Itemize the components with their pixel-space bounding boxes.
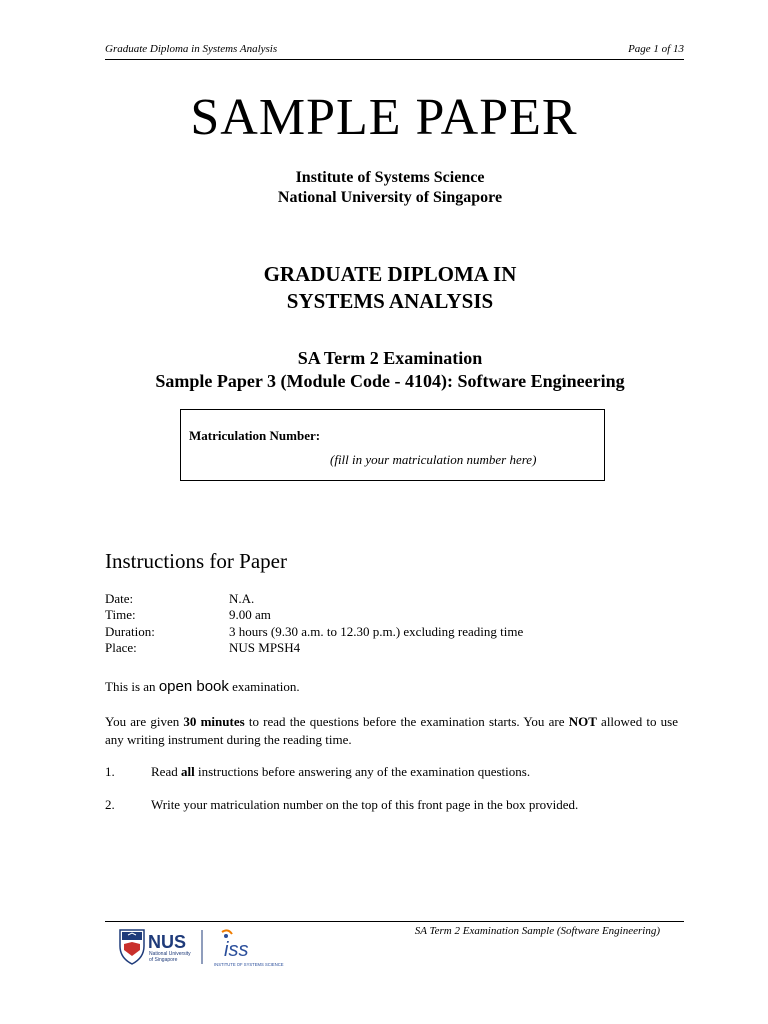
matriculation-hint: (fill in your matriculation number here) <box>330 452 537 467</box>
date-value: N.A. <box>229 591 255 606</box>
open-book-pre: This is an <box>105 679 156 694</box>
matriculation-box[interactable] <box>180 409 605 481</box>
open-book-post: examination. <box>232 679 300 694</box>
item-number-1: 1. <box>105 764 115 779</box>
duration-label: Duration: <box>105 624 155 639</box>
iss-swoosh-icon <box>222 930 232 938</box>
iss-subline: INSTITUTE OF SYSTEMS SCIENCE <box>214 962 284 967</box>
programme-line-1: GRADUATE DIPLOMA IN <box>263 262 517 286</box>
logo-graphic <box>118 926 288 970</box>
iss-wordmark: iss <box>224 939 249 961</box>
running-header-title: Graduate Diploma in Systems Analysis <box>105 43 278 55</box>
footer-divider <box>105 921 684 922</box>
institute-name: Institute of Systems Science <box>295 169 485 186</box>
item-1-bold: all <box>180 764 195 779</box>
matriculation-label: Matriculation Number: <box>189 428 321 443</box>
open-book-statement <box>105 678 678 696</box>
footer-exam-title: SA Term 2 Examination Sample (Software Engineering) <box>414 925 660 937</box>
item-text-1 <box>151 764 530 780</box>
item-number-2: 2. <box>105 797 115 812</box>
document-title: SAMPLE PAPER <box>190 89 578 146</box>
nus-subline-2: of Singapore <box>149 957 178 963</box>
duration-value: 3 hours (9.30 a.m. to 12.30 p.m.) excluding reading time <box>229 624 524 639</box>
reading-text-2: to read the questions before the examination starts. You are <box>248 714 565 729</box>
page-number: Page 1 of 13 <box>628 43 684 55</box>
item-1-pre: Read <box>151 764 178 779</box>
header-divider <box>105 59 684 60</box>
time-value: 9.00 am <box>229 607 271 622</box>
reading-bold-2: NOT <box>568 714 597 729</box>
place-value: NUS MPSH4 <box>229 640 301 655</box>
exam-term: SA Term 2 Examination <box>297 348 483 368</box>
university-name: National University of Singapore <box>277 189 503 206</box>
nus-wordmark: NUS <box>148 932 187 952</box>
date-label: Date: <box>105 591 134 606</box>
reading-text-1: You are given <box>105 714 180 729</box>
item-text-2 <box>151 797 578 813</box>
item-2-pre: Write your matriculation number on the top of this front page in the box provided. <box>151 797 579 812</box>
instructions-heading: Instructions for Paper <box>105 549 287 573</box>
reading-time-paragraph <box>105 713 678 749</box>
place-label: Place: <box>105 640 137 655</box>
programme-line-2: SYSTEMS ANALYSIS <box>286 289 494 313</box>
item-1-post: instructions before answering any of the examination questions. <box>197 764 531 779</box>
reading-text-3: allowed to use any writing instrument during the reading time. <box>105 714 679 747</box>
time-label: Time: <box>105 607 136 622</box>
nus-crest-icon <box>120 930 144 964</box>
open-book-emphasis: open book <box>158 678 229 695</box>
institution-logos <box>118 926 288 970</box>
exam-paper-title: Sample Paper 3 (Module Code - 4104): Software Engineering <box>155 371 625 391</box>
reading-bold-1: 30 minutes <box>183 714 245 729</box>
nus-subline-1: National University <box>149 951 191 957</box>
